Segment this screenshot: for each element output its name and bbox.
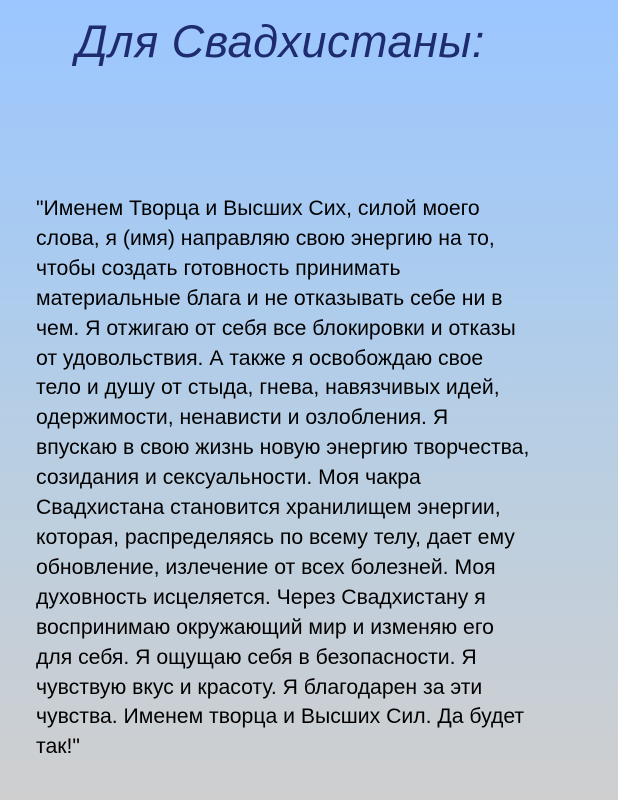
text-line: материальные блага и не отказывать себе ни в bbox=[36, 286, 503, 310]
text-line: обновление, излечение от всех болезней. Моя bbox=[36, 555, 496, 579]
text-line: от удовольствия. А также я освобождаю свое bbox=[36, 346, 484, 370]
text-line: впускаю в свою жизнь новую энергию творчества, bbox=[36, 436, 530, 460]
text-line: созидания и сексуальности. Моя чакра bbox=[36, 466, 421, 490]
slide-title: Для Свадхистаны: bbox=[76, 16, 485, 67]
text-line: чем. Я отжигаю от себя все блокировки и отказы bbox=[36, 316, 516, 340]
text-line: духовность исцеляется. Через Свадхистану я bbox=[36, 585, 486, 609]
text-line: Свадхистана становится хранилищем энергии, bbox=[36, 496, 501, 520]
text-line: слова, я (имя) направляю свою энергию на то, bbox=[36, 226, 495, 250]
affirmation-text bbox=[36, 194, 596, 762]
text-line: так!" bbox=[36, 735, 80, 759]
text-line: одержимости, ненависти и озлобления. Я bbox=[36, 406, 449, 430]
text-line: тело и душу от стыда, гнева, навязчивых идей, bbox=[36, 376, 500, 400]
text-line: для себя. Я ощущаю себя в безопасности. Я bbox=[36, 645, 477, 669]
text-line: которая, распределяясь по всему телу, дает ему bbox=[36, 525, 515, 549]
text-line: чувства. Именем творца и Высших Сил. Да будет bbox=[36, 705, 525, 729]
text-line: чувствую вкус и красоту. Я благодарен за эти bbox=[36, 675, 483, 699]
text-line: "Именем Творца и Высших Сих, силой моего bbox=[36, 197, 480, 220]
text-line: воспринимаю окружающий мир и изменяю его bbox=[36, 615, 494, 639]
text-line: чтобы создать готовность принимать bbox=[36, 256, 401, 280]
